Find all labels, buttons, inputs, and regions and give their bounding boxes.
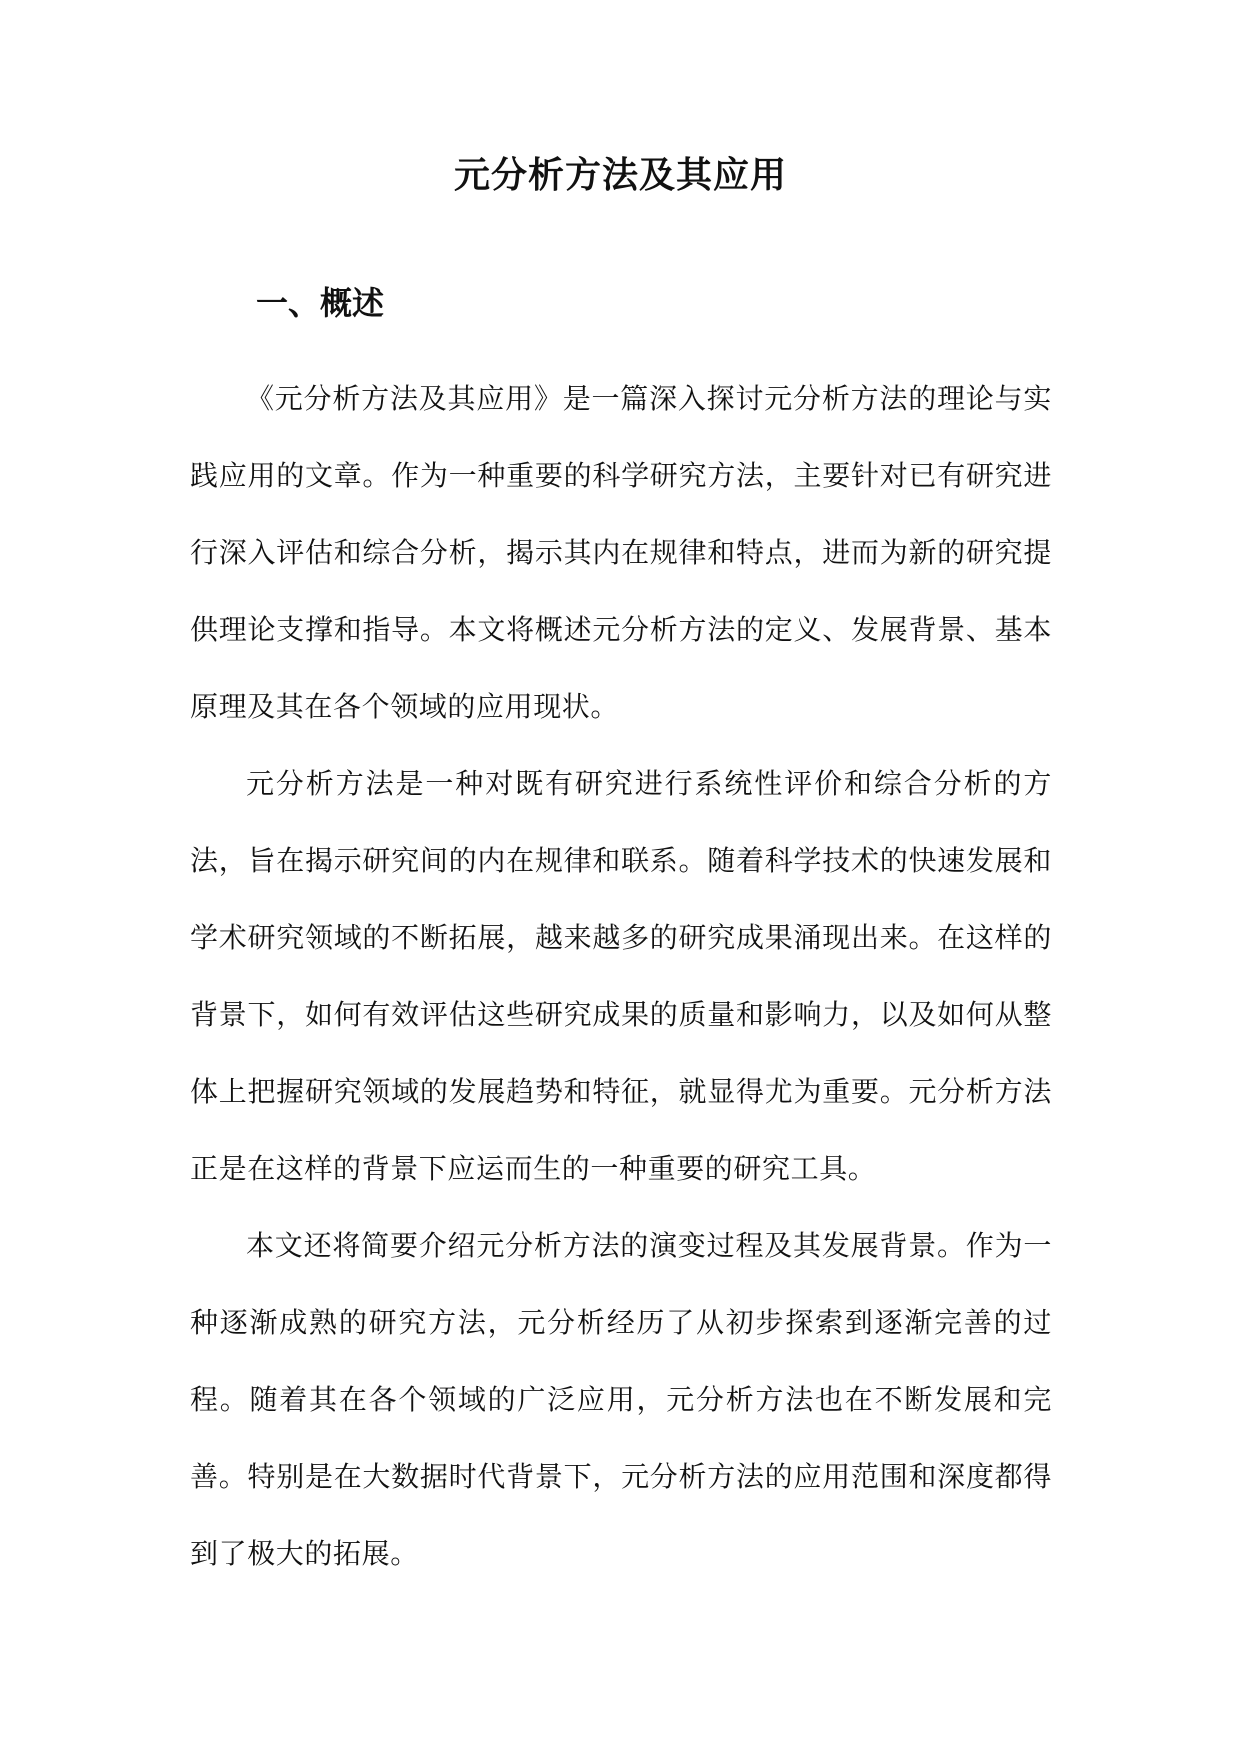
paragraph-2: 元分析方法是一种对既有研究进行系统性评价和综合分析的方法，旨在揭示研究间的内在规律和联系。随着科学技术的快速发展和学术研究领域的不断拓展，越来越多的研究成果涌现出来。在这样的背景下，如何有效评估这些研究成果的质量和影响力，以及如何从整体上把握研究领域的发展趋势和特征，就显得尤为重要。元分析方法正是在这样的背景下应运而生的一种重要的研究工具。 (190, 767, 1052, 1185)
section-heading: 一、概述 (256, 284, 385, 322)
document-title: 元分析方法及其应用 (453, 154, 787, 196)
paragraph-1: 《元分析方法及其应用》是一篇深入探讨元分析方法的理论与实践应用的文章。作为一种重要的科学研究方法，主要针对已有研究进行深入评估和综合分析，揭示其内在规律和特点，进而为新的研究提供理论支撑和指导。本文将概述元分析方法的定义、发展背景、基本原理及其在各个领域的应用现状。 (190, 382, 1052, 723)
document-body (190, 360, 1052, 1592)
paragraph-3: 本文还将简要介绍元分析方法的演变过程及其发展背景。作为一种逐渐成熟的研究方法，元分析经历了从初步探索到逐渐完善的过程。随着其在各个领域的广泛应用，元分析方法也在不断发展和完善。特别是在大数据时代背景下，元分析方法的应用范围和深度都得到了极大的拓展。 (190, 1229, 1052, 1570)
